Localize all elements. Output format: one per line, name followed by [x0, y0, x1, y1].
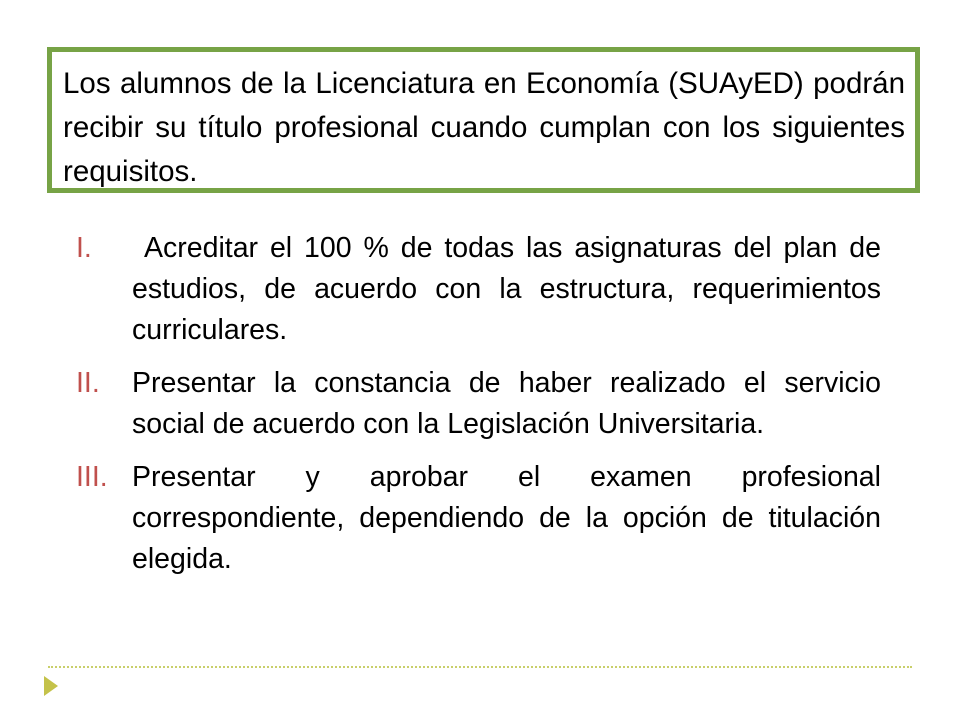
footer-divider: [48, 666, 912, 668]
requirement-item-1: [76, 228, 881, 351]
requirement-item-2: [76, 363, 881, 445]
requirement-numeral: III.: [76, 461, 108, 493]
requirement-text: Presentar y aprobar el examen profesional correspondiente, dependiendo de la opción de titulación elegida.: [132, 461, 881, 575]
requirement-item-3: [76, 457, 881, 580]
slide-title-text: Los alumnos de la Licenciatura en Economía (SUAyED) podrán recibir su título profesional cuando cumplan con los siguientes requisitos.: [63, 67, 905, 188]
slide-title-box: [47, 47, 920, 193]
requirement-numeral: I.: [76, 232, 92, 264]
requirement-text: Presentar la constancia de haber realizado el servicio social de acuerdo con la Legislación Universitaria.: [132, 367, 881, 440]
requirements-list: [76, 228, 881, 592]
requirement-text: Acreditar el 100 % de todas las asignaturas del plan de estudios, de acuerdo con la estructura, requerimientos curriculares.: [132, 232, 881, 346]
requirement-numeral: II.: [76, 367, 100, 399]
triangle-bullet-icon: [44, 676, 58, 696]
